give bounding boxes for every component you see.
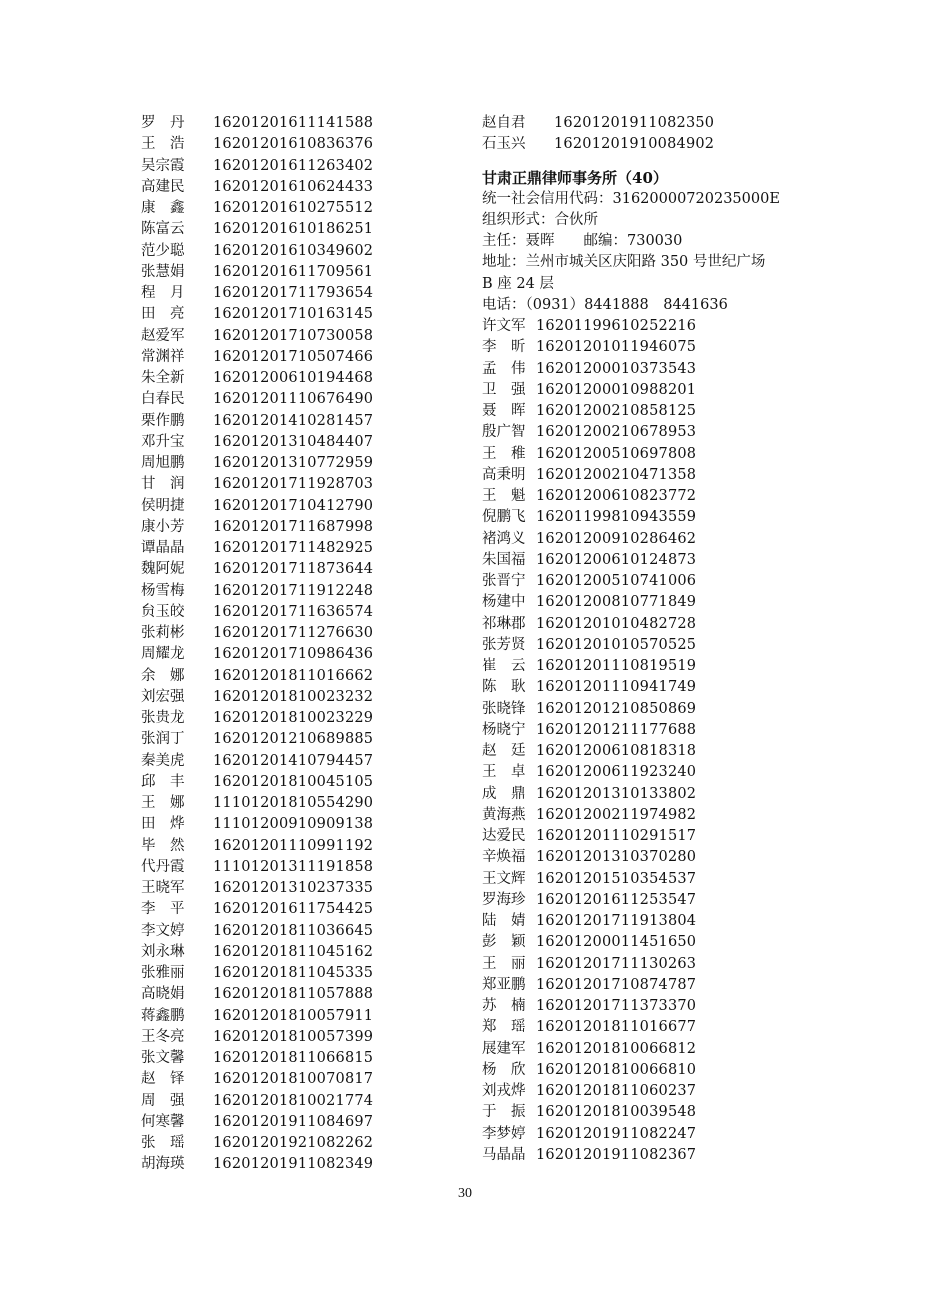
license-number: 16201201711130263	[536, 955, 697, 972]
list-item	[482, 444, 822, 465]
lawyer-name: 展建军	[482, 1040, 526, 1057]
license-number: 16201201911082349	[213, 1156, 374, 1173]
license-number: 11101201810554290	[213, 795, 374, 811]
list-item	[141, 113, 441, 134]
lawyer-name: 王 浩	[141, 136, 185, 153]
list-item	[141, 984, 441, 1005]
license-number: 16201200011451650	[536, 934, 697, 951]
list-item	[141, 474, 441, 495]
list-item	[482, 869, 822, 890]
list-item	[141, 1133, 441, 1154]
lawyer-name: 田 亮	[141, 306, 185, 323]
list-item	[141, 602, 441, 623]
license-number: 16201201911084697	[213, 1113, 374, 1130]
list-item	[141, 644, 441, 665]
license-number: 16201201811036645	[213, 922, 374, 939]
lawyer-name: 王 娜	[141, 795, 185, 811]
license-number: 16201201911082350	[554, 115, 715, 131]
list-item	[141, 836, 441, 857]
license-number: 16201201711928703	[213, 476, 374, 493]
license-number: 16201201711276630	[213, 625, 374, 641]
license-number: 16201201510354537	[536, 870, 697, 887]
lawyer-name: 王 稚	[482, 445, 526, 462]
list-item	[482, 529, 822, 550]
list-item	[141, 1091, 441, 1112]
license-number: 16201201810066812	[536, 1040, 697, 1057]
lawyer-name: 康 鑫	[141, 200, 185, 216]
license-number: 16201201811066815	[213, 1050, 374, 1066]
license-number: 16201201911082367	[536, 1146, 697, 1163]
license-number: 16201201711482925	[213, 540, 374, 556]
lawyer-name: 成 鼎	[482, 785, 526, 802]
license-number: 16201201811016662	[213, 667, 374, 684]
lawyer-name: 聂 晖	[482, 403, 526, 419]
license-number: 16201201711636574	[213, 603, 374, 620]
lawyer-name: 杨 欣	[482, 1061, 526, 1078]
list-item	[141, 134, 441, 155]
license-number: 16201201811045162	[213, 943, 374, 960]
license-number: 16201201611754425	[213, 901, 374, 918]
license-number: 16201201611263402	[213, 157, 374, 174]
list-item	[141, 453, 441, 474]
license-number: 16201201711687998	[213, 518, 374, 535]
lawyer-name: 杨雪梅	[141, 582, 185, 599]
license-number: 16201199610252216	[536, 318, 697, 334]
license-number: 16201201610186251	[213, 221, 374, 238]
left-column	[141, 113, 441, 1176]
list-item	[482, 337, 822, 358]
lawyer-name: 侯明捷	[141, 497, 185, 514]
list-item	[141, 304, 441, 325]
lawyer-name: 周耀龙	[141, 646, 185, 663]
firm-address-line2: B 座 24 层	[482, 275, 554, 292]
license-number: 16201201310772959	[213, 455, 374, 471]
lawyer-name: 陆 婧	[482, 913, 526, 929]
license-number: 16201201811057888	[213, 986, 374, 1003]
list-item	[141, 581, 441, 602]
lawyer-name: 张慧娟	[141, 263, 185, 280]
lawyer-name: 范少聪	[141, 242, 185, 259]
lawyer-name: 朱全新	[141, 370, 185, 386]
lawyer-name: 朱国福	[482, 551, 526, 568]
list-item	[141, 283, 441, 304]
list-item	[482, 359, 822, 380]
license-number: 16201201410281457	[213, 412, 374, 429]
list-item	[141, 1027, 441, 1048]
license-number: 11101201311191858	[213, 858, 374, 875]
license-number: 16201201711912248	[213, 582, 374, 599]
license-number: 16201201810021774	[213, 1092, 374, 1109]
lawyer-name: 王 卓	[482, 764, 526, 781]
list-item	[141, 623, 441, 644]
license-number: 16201200510741006	[536, 573, 697, 589]
list-item	[482, 890, 822, 911]
list-item	[141, 198, 441, 219]
license-number: 16201201711873644	[213, 561, 374, 578]
license-number: 11101200910909138	[213, 816, 374, 833]
list-item	[141, 1154, 441, 1175]
license-number: 16201201710412790	[213, 497, 374, 514]
firm-address-line1: 地址：兰州市城关区庆阳路 350 号世纪广场	[482, 254, 766, 271]
lawyer-name: 王 魁	[482, 488, 526, 504]
license-number: 16201201710507466	[213, 348, 374, 365]
lawyer-name: 高晓娟	[141, 986, 185, 1003]
lawyer-name: 祁琳郡	[482, 615, 526, 632]
lawyer-name: 余 娜	[141, 667, 185, 684]
list-item	[141, 368, 441, 389]
lawyer-name: 胡海瑛	[141, 1156, 185, 1173]
license-number: 16201201810057911	[213, 1007, 374, 1024]
list-item	[482, 805, 822, 826]
lawyer-name: 达爱民	[482, 828, 526, 844]
license-number: 16201201710163145	[213, 306, 374, 323]
lawyer-name: 褚鸿义	[482, 530, 526, 547]
list-item	[482, 465, 822, 486]
lawyer-name: 郑亚鹏	[482, 976, 526, 993]
license-number: 16201200610818318	[536, 743, 697, 759]
license-number: 16201201610275512	[213, 200, 374, 216]
page-number: 30	[458, 1186, 472, 1201]
license-number: 16201201811016677	[536, 1019, 697, 1036]
license-number: 16201201811060237	[536, 1083, 697, 1099]
license-number: 16201201810066810	[536, 1061, 697, 1078]
lawyer-name: 程 月	[141, 285, 185, 301]
license-number: 16201201610836376	[213, 136, 374, 153]
lawyer-name: 赵爱军	[141, 327, 185, 344]
list-item	[141, 432, 441, 453]
lawyer-name: 张雅丽	[141, 965, 185, 981]
lawyer-name: 赵 铎	[141, 1071, 185, 1088]
license-number: 16201201310484407	[213, 433, 374, 450]
lawyer-name: 孟 伟	[482, 360, 526, 377]
list-item	[482, 1060, 822, 1081]
lawyer-name: 李文婷	[141, 922, 185, 939]
list-item	[141, 538, 441, 559]
list-item	[482, 656, 822, 677]
license-number: 16201199810943559	[536, 509, 697, 526]
lawyer-name: 张莉彬	[141, 625, 185, 641]
license-number: 16201201810023232	[213, 688, 374, 705]
list-item	[141, 921, 441, 942]
lawyer-name: 毕 然	[141, 837, 185, 854]
license-number: 16201201611253547	[536, 891, 697, 908]
list-item	[482, 507, 822, 528]
license-number: 16201201611709561	[213, 263, 374, 280]
firm-title: 甘肃正鼎律师事务所（40）	[482, 168, 668, 187]
lawyer-name: 蒋鑫鹏	[141, 1007, 185, 1024]
list-item	[141, 878, 441, 899]
list-item	[482, 1017, 822, 1038]
license-number: 16201201110291517	[536, 828, 697, 844]
license-number: 16201201810045105	[213, 773, 374, 790]
license-number: 16201201211177688	[536, 721, 697, 738]
license-number: 16201200610194468	[213, 370, 374, 386]
lawyer-name: 代丹霞	[141, 858, 185, 875]
license-number: 16201201810023229	[213, 710, 374, 726]
firm-director-postcode: 主任：聂晖 邮编：730030	[482, 233, 683, 249]
license-number: 16201201110676490	[213, 391, 374, 408]
lawyer-name: 周旭鹏	[141, 455, 185, 471]
list-item	[141, 496, 441, 517]
license-number: 16201201810057399	[213, 1028, 374, 1045]
lawyer-name: 张晓锋	[482, 700, 526, 717]
lawyer-name: 何寒馨	[141, 1113, 185, 1130]
lawyer-name: 周 强	[141, 1092, 185, 1109]
list-item	[482, 1039, 822, 1060]
list-item	[141, 687, 441, 708]
list-item	[482, 784, 822, 805]
lawyer-name: 刘宏强	[141, 688, 185, 705]
license-number: 16201201110991192	[213, 837, 374, 854]
list-item	[141, 262, 441, 283]
license-number: 16201200211974982	[536, 806, 697, 823]
list-item	[141, 1048, 441, 1069]
lawyer-name: 田 烨	[141, 816, 185, 833]
lawyer-name: 许文军	[482, 318, 526, 334]
license-number: 16201200010373543	[536, 360, 697, 377]
license-number: 16201201910084902	[554, 136, 715, 153]
lawyer-name: 常渊祥	[141, 348, 185, 365]
lawyer-name: 王 丽	[482, 955, 526, 972]
list-item	[141, 899, 441, 920]
license-number: 16201200610124873	[536, 551, 697, 568]
lawyer-name: 郑 瑶	[482, 1019, 526, 1036]
lawyer-name: 张芳贤	[482, 636, 526, 653]
list-item	[482, 975, 822, 996]
list-item	[141, 729, 441, 750]
list-item	[141, 1069, 441, 1090]
lawyer-name: 陈富云	[141, 221, 185, 238]
lawyer-name: 于 振	[482, 1104, 526, 1121]
list-item	[141, 942, 441, 963]
lawyer-name: 栗作鹏	[141, 412, 185, 429]
lawyer-name: 吴宗霞	[141, 157, 185, 174]
list-item	[482, 134, 822, 155]
list-item	[482, 699, 822, 720]
list-item	[482, 1124, 822, 1145]
list-item	[141, 517, 441, 538]
list-item	[141, 772, 441, 793]
lawyer-name: 高建民	[141, 178, 185, 195]
list-item	[482, 677, 822, 698]
lawyer-name: 魏阿妮	[141, 561, 185, 578]
lawyer-name: 罗 丹	[141, 115, 185, 131]
lawyer-name: 黄海燕	[482, 806, 526, 823]
list-item	[482, 380, 822, 401]
list-item	[482, 1081, 822, 1102]
lawyer-name: 倪鹏飞	[482, 509, 526, 526]
lawyer-name: 张 瑶	[141, 1135, 185, 1151]
firm-org-form: 组织形式：合伙所	[482, 211, 598, 228]
list-item	[482, 1145, 822, 1166]
list-item	[141, 347, 441, 368]
lawyer-name: 邱 丰	[141, 773, 185, 790]
list-item	[482, 847, 822, 868]
lawyer-name: 杨建中	[482, 594, 526, 611]
list-item	[141, 219, 441, 240]
lawyer-name: 刘戎烨	[482, 1083, 526, 1099]
firm-phone: 电话：（0931）8441888 8441636	[482, 296, 728, 313]
list-item	[141, 156, 441, 177]
list-item	[482, 113, 822, 134]
lawyer-name: 卫 强	[482, 381, 526, 398]
license-number: 16201201710874787	[536, 976, 697, 993]
license-number: 16201201210689885	[213, 731, 374, 748]
lawyer-name: 赵自君	[482, 115, 526, 131]
list-item	[482, 592, 822, 613]
list-item	[141, 708, 441, 729]
lawyer-name: 辛焕福	[482, 849, 526, 866]
lawyer-name: 甘 润	[141, 476, 185, 493]
license-number: 16201201610624433	[213, 178, 374, 195]
list-item	[482, 550, 822, 571]
license-number: 16201201810039548	[536, 1104, 697, 1121]
list-item	[482, 401, 822, 422]
license-number: 16201201711793654	[213, 285, 374, 301]
list-item	[141, 963, 441, 984]
lawyer-name: 崔 云	[482, 658, 526, 674]
lawyer-name: 苏 楠	[482, 998, 526, 1014]
lawyer-name: 白春民	[141, 391, 185, 408]
license-number: 16201200611923240	[536, 764, 697, 781]
list-item	[482, 571, 822, 592]
list-item	[141, 389, 441, 410]
list-item	[141, 559, 441, 580]
lawyer-name: 邓升宝	[141, 433, 185, 450]
license-number: 16201201610349602	[213, 242, 374, 259]
list-item	[141, 793, 441, 814]
lawyer-name: 李梦婷	[482, 1125, 526, 1142]
list-item	[482, 316, 822, 337]
license-number: 16201201110819519	[536, 658, 697, 674]
lawyer-name: 罗海珍	[482, 891, 526, 908]
license-number: 16201201911082247	[536, 1125, 697, 1142]
license-number: 16201200210678953	[536, 424, 697, 441]
license-number: 16201200010988201	[536, 381, 697, 398]
license-number: 16201201711373370	[536, 998, 697, 1014]
firm-member-list	[482, 316, 822, 1166]
lawyer-name: 张文馨	[141, 1050, 185, 1066]
firm-block	[482, 167, 822, 317]
list-item	[141, 857, 441, 878]
lawyer-name: 殷广智	[482, 424, 526, 441]
license-number: 16201201310133802	[536, 785, 697, 802]
lawyer-name: 王晓军	[141, 880, 185, 896]
license-number: 16201201010482728	[536, 615, 697, 632]
lawyer-name: 李 平	[141, 901, 185, 918]
license-number: 16201201711913804	[536, 913, 697, 929]
license-number: 16201201210850869	[536, 700, 697, 717]
list-item	[482, 635, 822, 656]
firm-credit-code: 统一社会信用代码：31620000720235000E	[482, 190, 780, 207]
lawyer-name: 高秉明	[482, 466, 526, 483]
list-item	[482, 932, 822, 953]
lawyer-name: 杨晓宁	[482, 721, 526, 738]
list-item	[141, 411, 441, 432]
lawyer-name: 王文辉	[482, 870, 526, 887]
license-number: 16201201710730058	[213, 327, 374, 344]
license-number: 16201201011946075	[536, 339, 697, 356]
list-item	[141, 751, 441, 772]
license-number: 16201201010570525	[536, 636, 697, 653]
lawyer-name: 贠玉皎	[141, 603, 185, 620]
list-item	[141, 177, 441, 198]
list-item	[482, 826, 822, 847]
license-number: 16201200210471358	[536, 466, 697, 483]
lawyer-name: 王冬亮	[141, 1028, 185, 1045]
lawyer-name: 秦美虎	[141, 752, 185, 769]
license-number: 16201201811045335	[213, 965, 374, 981]
license-number: 16201200210858125	[536, 403, 697, 419]
lawyer-name: 彭 颖	[482, 934, 526, 951]
license-number: 16201201310237335	[213, 880, 374, 896]
list-item	[141, 1006, 441, 1027]
lawyer-name: 张晋宁	[482, 573, 526, 589]
list-item	[482, 911, 822, 932]
license-number: 16201200910286462	[536, 530, 697, 547]
list-item	[482, 762, 822, 783]
list-item	[141, 1112, 441, 1133]
lawyer-name: 石玉兴	[482, 136, 526, 153]
lawyer-name: 张润丁	[141, 731, 185, 748]
license-number: 16201201110941749	[536, 679, 697, 696]
continued-list	[482, 113, 822, 156]
list-item	[141, 326, 441, 347]
list-item	[482, 1102, 822, 1123]
license-number: 16201200510697808	[536, 445, 697, 462]
lawyer-name: 李 昕	[482, 339, 526, 356]
license-number: 16201201410794457	[213, 752, 374, 769]
list-item	[141, 241, 441, 262]
list-item	[482, 720, 822, 741]
license-number: 16201201611141588	[213, 115, 374, 131]
license-number: 16201201921082262	[213, 1135, 374, 1151]
lawyer-name: 康小芳	[141, 518, 185, 535]
list-item	[482, 614, 822, 635]
lawyer-name: 刘永琳	[141, 943, 185, 960]
license-number: 16201201310370280	[536, 849, 697, 866]
list-item	[482, 741, 822, 762]
list-item	[141, 814, 441, 835]
list-item	[482, 954, 822, 975]
license-number: 16201200810771849	[536, 594, 697, 611]
list-item	[482, 996, 822, 1017]
license-number: 16201201810070817	[213, 1071, 374, 1088]
lawyer-name: 张贵龙	[141, 710, 185, 726]
lawyer-name: 马晶晶	[482, 1146, 526, 1163]
lawyer-name: 赵 廷	[482, 743, 526, 759]
list-item	[482, 422, 822, 443]
right-column	[482, 113, 822, 1166]
lawyer-name: 谭晶晶	[141, 540, 185, 556]
lawyer-name: 陈 耿	[482, 679, 526, 696]
license-number: 16201200610823772	[536, 488, 697, 504]
list-item	[482, 486, 822, 507]
list-item	[141, 666, 441, 687]
license-number: 16201201710986436	[213, 646, 374, 663]
